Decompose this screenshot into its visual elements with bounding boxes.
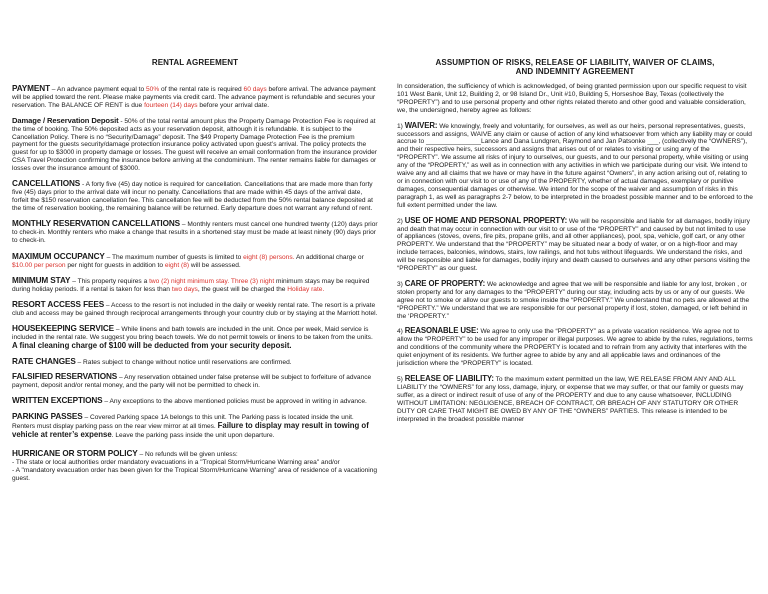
payment-heading: PAYMENT xyxy=(12,84,50,93)
waiver-clause-4: 4) REASONABLE USE: We agree to only use the “PROPERTY” as a private vacation residence. We agree not to allow the “PROPERTY” to be used for any improper or illegal purposes. We agree to abide by the rules, regulations, terms and conditions of the community where the PROPERTY is located and to refrain from any activity that interferes with the quiet enjoyment of its residents. We further agree to abide by any and all applicable laws and ordinances of the jurisdiction where the “PROPERTY” is located. xyxy=(397,326,753,368)
care-of-property-heading: CARE OF PROPERTY: xyxy=(404,278,486,288)
towing-warning: Failure to display may result in towing of vehicle at renter’s expense xyxy=(12,421,369,439)
cancellations-section: CANCELLATIONS - A forty five (45) day notice is required for cancellation. Cancellations that are made more than forty five (45) days prior to the arrival date will incur no penalty. Cancellations that are made within 45 days of the arrival date, forfeit the $150 reservation cancellation fee. This cancellation fee will be deducted from the 50% rental balance deposited at the time of reservation booking, the remaining balance will be returned. Early departure does not warrant any refund of rent. xyxy=(12,179,373,212)
rental-agreement-title: RENTAL AGREEMENT xyxy=(151,58,239,67)
rate-changes-section: RATE CHANGES – Rates subject to change without notice until reservations are confirmed. xyxy=(12,356,292,366)
release-of-liability-heading: RELEASE OF LIABILITY: xyxy=(404,374,494,383)
resort-access-heading: RESORT ACCESS FEES xyxy=(12,300,105,310)
cancellations-heading: CANCELLATIONS xyxy=(12,179,81,189)
minimum-stay-section: MINIMUM STAY – This property requires a two (2) night minimum stay. Three (3) night minimum stays may be required during holiday periods. If a rental is taken for less than two days, the guest will be charged the Holiday rate. xyxy=(12,276,370,294)
waiver-clause-1: 1) WAIVER: We knowingly, freely and voluntarily, for ourselves, as well as our heirs, personal representatives, guests, successors and assigns, WAIVE any claim or cause of action of any kind whatsoever from which any liability may or could accrue to _______________Lance and Dana Lundgren, Raymond and Jan Patsonke ___, (collectively the “OWNERS”), and their respective heirs, successors and assigns that arises out of or relates to visiting or using any of the “PROPERTY”. We assume all risks of injury to ourselves, our guests, and to our personal property, while visiting or using any of the “PROPERTY,” as well as in connection with any activities in which we participate during our visit. We intend to waive any and all claims that we have or may have in the future against “Owners”, in any action arising out of, relating to or in connection with our visit to or use of any of the PROPERTY, whether of actual damages, exemplary or punitive damages, consequential damages or otherwise. We intend for the scope of the waiver and assumption of risks in this paragraph 1, as well as paragraphs 2-7 below, to be interpreted in the broadest possible manner and to be enforced to the full extent permitted under the law. xyxy=(397,120,753,209)
monthly-cancellations-section: MONTHLY RESERVATION CANCELLATIONS – Monthly renters must cancel one hundred twenty (120) days prior to check-in. Monthly renters who make a change that results in a shortened stay must be made at least ninety (90) days prior to check-in. xyxy=(12,218,378,244)
use-of-home-heading: USE OF HOME AND PERSONAL PROPERTY: xyxy=(404,215,568,225)
rate-changes-heading: RATE CHANGES xyxy=(12,356,76,366)
payment-14-days: fourteen (14) days xyxy=(144,101,198,109)
parking-passes-section: PARKING PASSES – Covered Parking space 1A belongs to this unit. The Parking pass is located inside the unit. Renters must display parking pass on the rear view mirror at all times. Failure to display may result in towing of vehicle at renter’s expense. Leave the parking pass inside the unit upon departure. xyxy=(12,412,369,439)
waiver-heading: WAIVER: xyxy=(404,120,438,130)
reasonable-use-heading: REASONABLE USE: xyxy=(404,326,479,336)
written-exceptions-section: WRITTEN EXCEPTIONS – Any exceptions to the above mentioned policies must be approved in writing in advance. xyxy=(12,396,367,406)
falsified-reservations-heading: FALSIFIED RESERVATIONS xyxy=(12,372,118,382)
waiver-clause-5: 5) RELEASE OF LIABILITY: To the maximum extent permitted un the law, WE RELEASE FROM ANY AND ALL LIABILITY the “OWNERS” for any loss, damage, injury, or expense that we may suffer, or that our family or guests may suffer, as a direct or indirect result of use of any of the PROPERTY and due to any cause whatsoever, INCLUDING WITHOUT LIMITATION: NEGLIGENCE, BREACH OF CONTRACT, OR BREACH OF ANY STATUTORY OR OTHER DUTY OR CARE THAT MIGHT BE OWED BY ANY OF THE “OWNERS” PARTIES. This release is intended to be interpreted in the broadest possible manner xyxy=(397,374,744,423)
waiver-title: ASSUMPTION OF RISKS, RELEASE OF LIABILITY, WAIVER OF CLAIMS, AND INDEMNITY AGREEMENT xyxy=(435,58,715,76)
hurricane-policy-section: HURRICANE OR STORM POLICY – No refunds will be given unless: - The state or local authorities order mandatory evacuations in a "Tropical Storm/Hurricane Warning area" and/or - A "mandatory evacuation order has been given for the Tropical Storm/Hurricane Warning" area of residence of a vacationing guest. xyxy=(12,448,378,482)
max-occupancy-heading: MAXIMUM OCCUPANCY xyxy=(12,252,105,262)
written-exceptions-heading: WRITTEN EXCEPTIONS xyxy=(12,396,103,406)
monthly-cancellations-heading: MONTHLY RESERVATION CANCELLATIONS xyxy=(12,218,181,228)
cleaning-charge-note: A final cleaning charge of $100 will be deducted from your security deposit. xyxy=(12,340,292,350)
damage-deposit-heading: Damage / Reservation Deposit xyxy=(12,115,119,125)
housekeeping-heading: HOUSEKEEPING SERVICE xyxy=(12,323,115,333)
assumption-of-risks-column xyxy=(397,58,753,430)
max-occupancy-section: MAXIMUM OCCUPANCY – The maximum number of guests is limited to eight (8) persons. An additional charge or $10.00 per person per night for guests in addition to eight (8) will be assessed. xyxy=(12,252,364,270)
parking-passes-heading: PARKING PASSES xyxy=(12,412,83,422)
falsified-reservations-section: FALSIFIED RESERVATIONS – Any reservation obtained under false pretense will be subject to forfeiture of advance payment, deposit and/or rental money, and the party will not be permitted to check in. xyxy=(12,372,372,390)
hurricane-condition-1: - The state or local authorities order mandatory evacuations in a "Tropical Storm/Hurricane Warning area" and/or xyxy=(12,458,340,466)
damage-deposit-section: Damage / Reservation Deposit - 50% of the total rental amount plus the Property Damage Protection Fee is required at the time of booking. The 50% deposited acts as your reservation deposit, although it is refundable. It is subject to the Cancellation Policy. There is no “Security/Damage” deposit. The $49 Property Damage Protection Fee is the premium payment for the guests security/damage protection insurance policy activated upon guest’s arrival. The policy protects the guest for up to $3000 in property damage or losses. The guest will receive an email conformation from the insurance provider CSA Travel Protection confirming the insurance before arriving at the condominium. The renter remains liable for damages or losses over the insurance amount of $3000. xyxy=(12,115,377,173)
hurricane-condition-2: - A "mandatory evacuation order has been given for the Tropical Storm/Hurricane Warning" area of residence of a vacationing guest. xyxy=(12,466,378,482)
minimum-stay-heading: MINIMUM STAY xyxy=(12,276,71,286)
housekeeping-section: HOUSEKEEPING SERVICE – While linens and bath towels are included in the unit. Once per week, Maid service is included in the rental rate. We suggest you bring beach towels. We do not permit towels or linens to be taken from the units. A final cleaning charge of $100 will be deducted from your security deposit. xyxy=(12,323,373,350)
waiver-clause-2: 2) USE OF HOME AND PERSONAL PROPERTY: We will be responsible and liable for all damages, bodily injury and death that may occur in connection with our visit to or use of the “PROPERTY” and caused by but not limited to use of appliances (stoves, ovens, fire pits, propane grills, and all other appliances), pool, spa, vehicle, golf cart, or any other PROPERTY. We understand that the “PROPERTY” may be situated near a body of water, or on a high-floor and may include terraces, balconies, windows, stairs, low railings, and hot tubs without lifeguards. We understand the risks, and will be responsible and liable for damages, bodily injury and death caused to ourselves and any other persons visiting the “PROPERTY” as our guest. xyxy=(397,215,750,273)
waiver-clause-3: 3) CARE OF PROPERTY: We acknowledge and agree that we will be responsible and liable for any lost, broken , or stolen property and for any damages to the “PROPERTY” during our stay, including acts by us or any of our guests. We agree not to smoke or allow our guests to smoke inside the “PROPERTY.” We understand that no pets are allowed at the “PROPERTY.” We understand that we are responsible for our personal property if lost, stolen, damaged, or left behind in the ‘PROPERTY.” xyxy=(397,278,750,320)
payment-60-days: 60 days xyxy=(243,86,267,93)
payment-section: PAYMENT – An advance payment equal to 50% of the rental rate is required 60 days before arrival. The advance payment will be applied toward the rent. Please make payments via credit card. The advance payment is refundable and secures your reservation. The BALANCE OF RENT is due fourteen (14) days before your arrival date. xyxy=(12,84,376,109)
rental-agreement-column xyxy=(12,58,378,490)
payment-percent: 50% xyxy=(146,86,160,93)
resort-access-section: RESORT ACCESS FEES – Access to the resort is not included in the daily or weekly rental rate. The resort is a private club and access may be gained through reciprocal arrangements through your country club or by staying at the Marriott hotel. xyxy=(12,300,378,317)
hurricane-policy-heading: HURRICANE OR STORM POLICY xyxy=(12,448,138,458)
waiver-intro: In consideration, the sufficiency of which is acknowledged, of being granted permission upon our specific request to visit 101 West Bank, Unit 12, Building 2, or 98 Island Dr., Unit #10, Building 5, Horseshoe Bay, Texas (collectively the “PROPERTY”) and to use personal property and other rights related thereto and other good and valuable consideration, we, the undersigned, hereby agree as follows: xyxy=(397,83,747,114)
